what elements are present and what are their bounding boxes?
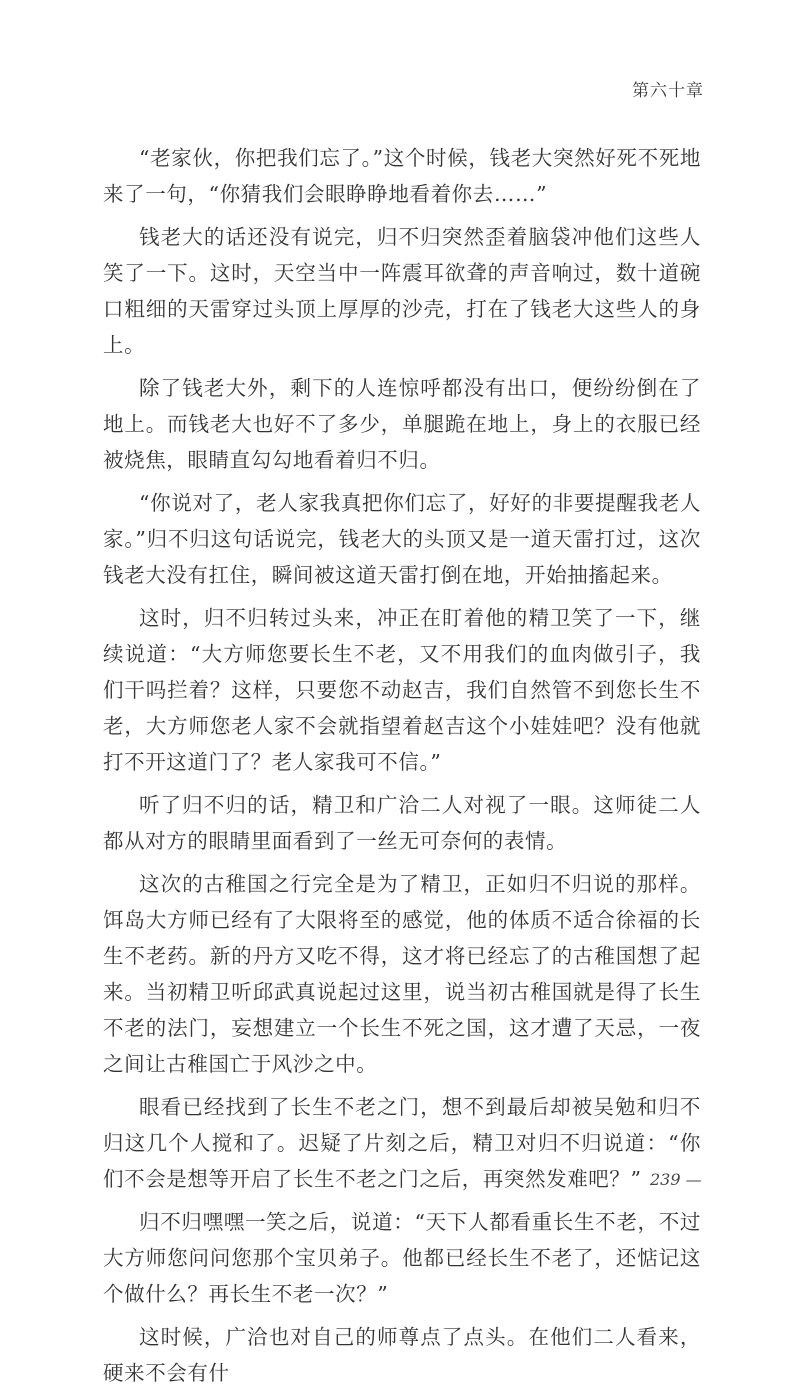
paragraph: “你说对了，老人家我真把你们忘了，好好的非要提醒我老人家。”归不归这句话说完，钱老大的头顶又是一道天雷打过，这次钱老大没有扛住，瞬间被这道天雷打倒在地，开始抽搐起来。 [103,491,701,587]
paragraph: 这时，归不归转过头来，冲正在盯着他的精卫笑了一下，继续说道：“大方师您要长生不老，又不用我们的血肉做引子，我们干吗拦着？这样，只要您不动赵吉，我们自然管不到您长生不老，大方师您老人家不会就指望着赵吉这个小娃娃吧？没有他就打不开这道门了？老人家我可不信。” [103,606,701,774]
chapter-title: 第六十章 [632,81,704,101]
paragraph: “老家伙，你把我们忘了。”这个时候，钱老大突然好死不死地来了一句，“你猜我们会眼睁睁地看着你去……” [103,146,701,206]
page-number: 239 — [650,1170,702,1189]
paragraph: 听了归不归的话，精卫和广洽二人对视了一眼。这师徒二人都从对方的眼睛里面看到了一丝无可奈何的表情。 [103,793,701,853]
body-text [103,140,701,1391]
paragraph: 眼看已经找到了长生不老之门，想不到最后却被吴勉和归不归这几个人搅和了。迟疑了片刻之后，精卫对归不归说道：“你们不会是想等开启了长生不老之门之后，再突然发难吧？” [103,1095,701,1191]
paragraph: 除了钱老大外，剩下的人连惊呼都没有出口，便纷纷倒在了地上。而钱老大也好不了多少，单腿跪在地上，身上的衣服已经被烧焦，眼睛直勾勾地看着归不归。 [103,376,701,472]
paragraph: 钱老大的话还没有说完，归不归突然歪着脑袋冲他们这些人笑了一下。这时，天空当中一阵震耳欲聋的声音响过，数十道碗口粗细的天雷穿过头顶上厚厚的沙壳，打在了钱老大这些人的身上。 [103,225,701,357]
paragraph: 这次的古稚国之行完全是为了精卫，正如归不归说的那样。饵岛大方师已经有了大限将至的感觉，他的体质不适合徐福的长生不老药。新的丹方又吃不得，这才将已经忘了的古稚国想了起来。当初精卫听邱武真说起过这里，说当初古稚国就是得了长生不老的法门，妄想建立一个长生不死之国，这才遭了天忌，一夜之间让古稚国亡于风沙之中。 [103,872,701,1076]
paragraph: 这时候，广洽也对自己的师尊点了点头。在他们二人看来，硬来不会有什 [103,1325,701,1385]
paragraph: 归不归嘿嘿一笑之后，说道：“天下人都看重长生不老，不过大方师您问问您那个宝贝弟子。他都已经长生不老了，还惦记这个做什么？再长生不老一次？” [103,1210,701,1306]
